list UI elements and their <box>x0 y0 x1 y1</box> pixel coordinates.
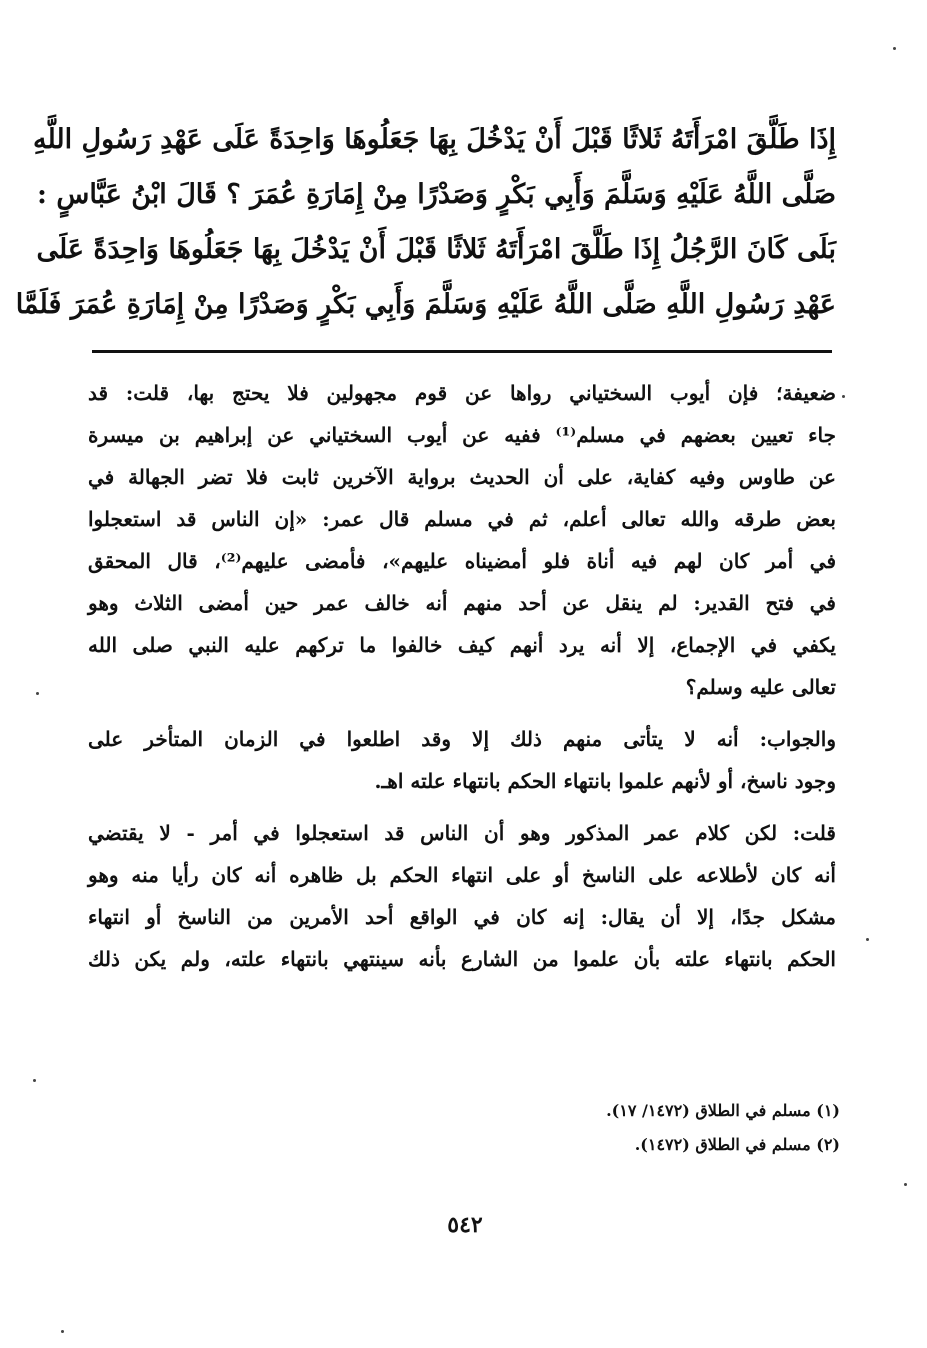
commentary-paragraph-2 <box>88 718 836 802</box>
scan-speck <box>61 1330 64 1333</box>
scan-speck <box>33 1079 36 1082</box>
section-divider <box>92 350 832 353</box>
commentary-line: تعالى عليه وسلم؟ <box>685 675 836 699</box>
scan-speck <box>36 692 39 695</box>
commentary-line: أنه كان لأطلاعه على الناسخ أو على انتهاء الحكم بل ظاهره أنه كان رأيا منه وهو <box>88 863 836 887</box>
commentary-paragraph-3 <box>88 812 836 980</box>
commentary-line: مشكل جدًا، إلا أن يقال: إنه كان في الواقع أحد الأمرين من الناسخ أو انتهاء <box>88 905 836 929</box>
commentary-line: قلت: لكن كلام عمر المذكور وهو أن الناس قد استعجلوا في أمر - لا يقتضي <box>88 821 836 845</box>
page-number: ٥٤٢ <box>447 1212 483 1238</box>
hadith-line: عَهْدِ رَسُولِ اللَّهِ صَلَّى اللَّهُ عَلَيْهِ وَسَلَّمَ وَأَبِي بَكْرٍ وَصَدْرًا مِنْ إِمَارَةِ عُمَرَ فَلَمَّا <box>15 289 836 320</box>
commentary-line: في فتح القدير: لم ينقل عن أحد منهم أنه خالف عمر حين أمضى الثلاث وهو <box>88 591 836 615</box>
scan-speck <box>904 1183 907 1186</box>
commentary-line: في أمر كان لهم فيه أناة فلو أمضيناه عليهم»، فأمضى عليهم⁽²⁾، قال المحقق <box>88 549 837 573</box>
commentary-line: والجواب: أنه لا يتأتى منهم ذلك إلا وقد اطلعوا في الزمان المتأخر على <box>88 727 836 751</box>
commentary-line: يكفي في الإجماع، إلا أنه يرد أنهم كيف خالفوا ما تركهم عليه النبي صلى الله <box>88 633 836 657</box>
hadith-line: إِذَا طَلَّقَ امْرَأَتَهُ ثَلاثًا قَبْلَ أَنْ يَدْخُلَ بِهَا جَعَلُوهَا وَاحِدَةً عَلَى عَهْدِ رَسُولِ اللَّهِ <box>33 124 836 155</box>
commentary-line: الحكم بانتهاء علته بأن علموا من الشارع بأنه سينتهي بانتهاء علته، ولم يكن ذلك <box>88 947 836 971</box>
commentary-line: ضعيفة؛ فإن أيوب السختياني رواها عن قوم مجهولين فلا يحتج بها، قلت: قد <box>88 381 836 405</box>
commentary-block <box>88 372 836 990</box>
commentary-line: عن طاوس وفيه كفاية، على أن الحديث برواية الآخرين ثابت فلا تضر الجهالة في <box>88 465 836 489</box>
hadith-line: بَلَى كَانَ الرَّجُلُ إِذَا طَلَّقَ امْرَأَتَهُ ثَلاثًا قَبْلَ أَنْ يَدْخُلَ بِهَا جَعَلُوهَا وَاحِدَةً عَلَى <box>36 234 836 265</box>
scan-speck <box>842 395 845 398</box>
footnote-2: (٢) مسلم في الطلاق (١٤٧٢). <box>634 1135 840 1154</box>
footnotes <box>300 1094 840 1162</box>
commentary-line: وجود ناسخ، أو لأنهم علموا بانتهاء الحكم بانتهاء علته اهـ. <box>374 769 836 793</box>
commentary-line: بعض طرقه والله تعالى أعلم، ثم في مسلم قال عمر: «إن الناس قد استعجلوا <box>88 507 836 531</box>
hadith-text-block <box>15 112 836 332</box>
scan-speck <box>893 47 896 50</box>
footnote-1: (١) مسلم في الطلاق (١٤٧٢/ ١٧). <box>606 1101 840 1120</box>
scan-speck <box>866 938 869 941</box>
commentary-paragraph-1 <box>88 372 836 708</box>
commentary-line: جاء تعيين بعضهم في مسلم⁽¹⁾ ففيه عن أيوب السختياني عن إبراهيم بن ميسرة <box>88 423 836 447</box>
hadith-line: صَلَّى اللَّهُ عَلَيْهِ وَسَلَّمَ وَأَبِي بَكْرٍ وَصَدْرًا مِنْ إِمَارَةِ عُمَرَ ؟ قَالَ ابْنُ عَبَّاسٍ : <box>37 179 836 210</box>
